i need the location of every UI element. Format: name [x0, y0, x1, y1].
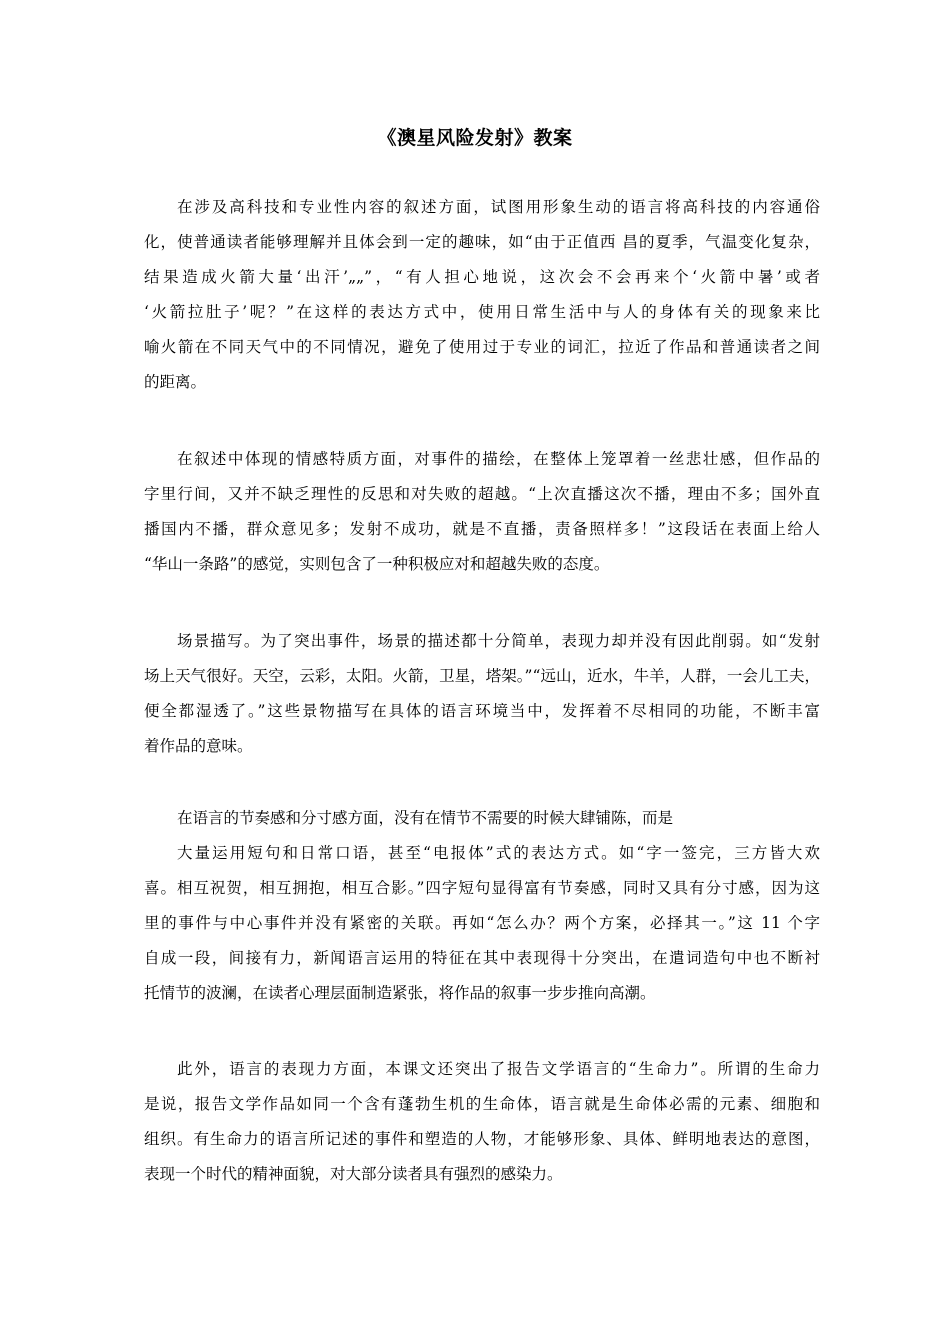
paragraph-line: 此外，语言的表现力方面，本课文还突出了报告文学语言的“生命力”。所谓的生命力 [177, 1060, 820, 1078]
paragraph-line: 场景描写。为了突出事件，场景的描述都十分简单，表现力却并没有因此削弱。如“发射 [177, 632, 820, 650]
paragraph-line: 里的事件与中心事件并没有紧密的关联。再如“怎么办？两个方案，必择其一。”这 11 个字 [144, 914, 820, 932]
paragraph-line: 表现一个时代的精神面貌，对大部分读者具有强烈的感染力。 [144, 1165, 563, 1183]
paragraph-line: 在涉及高科技和专业性内容的叙述方面，试图用形象生动的语言将高科技的内容通俗 [177, 198, 820, 216]
paragraph-line: 自成一段，间接有力，新闻语言运用的特征在其中表现得十分突出，在遣词造句中也不断衬 [144, 949, 820, 967]
paragraph-5 [144, 1052, 820, 1192]
paragraph-line: 结果造成火箭大量‘出汗’„„”，“有人担心地说，这次会不会再来个‘火箭中暑’或者 [144, 268, 820, 286]
paragraph-line: 在语言的节奏感和分寸感方面，没有在情节不需要的时候大肆铺陈，而是 [177, 809, 674, 827]
paragraph-line: 便全都湿透了。”这些景物描写在具体的语言环境当中，发挥着不尽相同的功能，不断丰富 [144, 702, 820, 720]
paragraph-line: 喻火箭在不同天气中的不同情况，避免了使用过于专业的词汇，拉近了作品和普通读者之间 [144, 338, 820, 356]
paragraph-line: “华山一条路”的感觉，实则包含了一种积极应对和超越失败的态度。 [144, 555, 610, 573]
paragraph-line: ‘火箭拉肚子’呢？”在这样的表达方式中，使用日常生活中与人的身体有关的现象来比 [144, 303, 820, 321]
paragraph-line: 的距离。 [144, 373, 207, 391]
paragraph-line: 播国内不播，群众意见多；发射不成功，就是不直播，责备照样多！”这段话在表面上给人 [144, 520, 820, 538]
paragraph-line: 喜。相互祝贺，相互拥抱，相互合影。”四字短句显得富有节奏感，同时又具有分寸感，因为这 [144, 879, 820, 897]
paragraph-line: 托情节的波澜，在读者心理层面制造紧张，将作品的叙事一步步推向高潮。 [144, 984, 656, 1002]
paragraph-line: 在叙述中体现的情感特质方面，对事件的描绘，在整体上笼罩着一丝悲壮感，但作品的 [177, 450, 820, 468]
paragraph-line: 化，使普通读者能够理解并且体会到一定的趣味，如“由于正值西 昌的夏季，气温变化复杂， [144, 233, 820, 251]
paragraph-1 [144, 190, 820, 400]
paragraph-line: 场上天气很好。天空，云彩，太阳。火箭，卫星，塔架。”“远山，近水，牛羊，人群，一会儿工夫， [144, 667, 820, 685]
paragraph-line: 字里行间，又并不缺乏理性的反思和对失败的超越。“上次直播这次不播，理由不多；国外直 [144, 485, 820, 503]
paragraph-4 [144, 801, 820, 1011]
paragraph-line: 着作品的意味。 [144, 737, 253, 755]
document-title: 《澳星风险发射》教案 [377, 127, 573, 149]
paragraph-3 [144, 624, 820, 764]
paragraph-line: 大量运用短句和日常口语，甚至“电报体”式的表达方式。如“字一签完，三方皆大欢 [177, 844, 820, 862]
paragraph-line: 是说，报告文学作品如同一个含有蓬勃生机的生命体，语言就是生命体必需的元素、细胞和 [144, 1095, 820, 1113]
paragraph-2 [144, 442, 820, 582]
paragraph-line: 组织。有生命力的语言所记述的事件和塑造的人物，才能够形象、具体、鲜明地表达的意图， [144, 1130, 820, 1148]
